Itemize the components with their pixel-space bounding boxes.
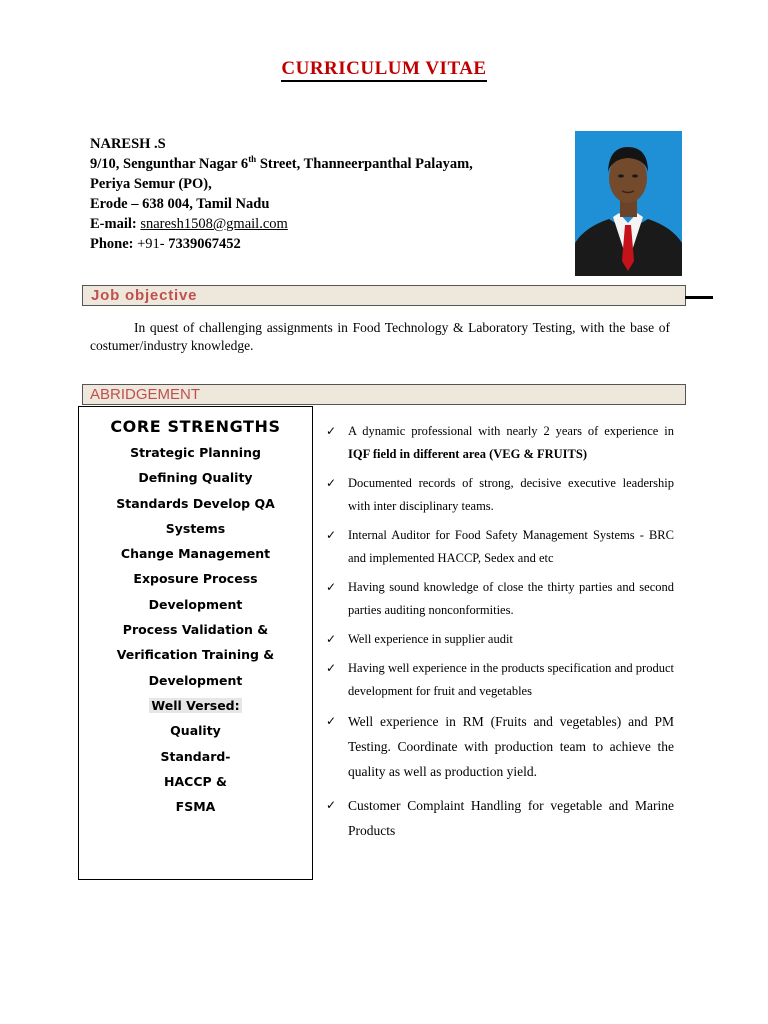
phone-number: 7339067452 <box>168 236 241 252</box>
objective-text: In quest of challenging assignments in Food Technology & Laboratory Testing, with the base of costumer/industry knowledge. <box>90 320 670 353</box>
document-title-text: CURRICULUM VITAE <box>281 58 486 82</box>
bullet-text <box>348 420 674 466</box>
phone-prefix: +91- <box>137 236 165 252</box>
core-strength-item-highlight <box>79 693 312 718</box>
core-strength-item: Change Management <box>120 546 271 562</box>
bullet-text: Documented records of strong, decisive executive leadership with inter disciplinary teams. <box>348 476 674 513</box>
bullet-item <box>326 709 674 784</box>
checkmark-icon: ✓ <box>326 580 337 594</box>
core-strengths-list <box>79 440 312 819</box>
section-header-abridgement-label: ABRIDGEMENT <box>90 386 201 403</box>
checkmark-icon: ✓ <box>326 661 337 675</box>
objective-paragraph <box>90 319 670 355</box>
bullet-item <box>326 420 674 466</box>
bullet-text: Well experience in supplier audit <box>348 632 513 646</box>
address-line-1-pre: 9/10, Sengunthar Nagar 6 <box>90 156 249 172</box>
checkmark-icon: ✓ <box>326 476 337 490</box>
address-line-1 <box>90 154 560 174</box>
core-strength-item: Quality <box>170 723 221 739</box>
bullet-item <box>326 793 674 843</box>
profile-photo-image <box>575 131 682 276</box>
bullet-text: Having well experience in the products specification and product development for fruit and vegetables <box>348 661 674 698</box>
email-label: E-mail: <box>90 216 137 232</box>
core-strength-item: Defining Quality <box>138 470 253 486</box>
bullet-text: Internal Auditor for Food Safety Management Systems - BRC and implemented HACCP, Sedex and etc <box>348 528 674 565</box>
address-line-3: Erode – 638 004, Tamil Nadu <box>90 196 270 212</box>
well-versed-label: Well Versed: <box>151 697 240 713</box>
candidate-name: NARESH .S <box>90 136 166 152</box>
address-line-1-sup: th <box>248 154 257 165</box>
address-line-2: Periya Semur (PO), <box>90 176 212 192</box>
bullet-item <box>326 472 674 518</box>
address-line-1-post: Street, Thanneerpanthal Palayam, <box>256 156 473 172</box>
core-strength-item: Process Validation & <box>122 622 269 638</box>
checkmark-icon: ✓ <box>326 528 337 542</box>
experience-bullet-list <box>326 420 674 852</box>
bullet-text-bold: IQF field in different area (VEG & FRUITS) <box>348 447 587 461</box>
core-strength-item: Development <box>148 672 243 688</box>
bullet-text: Well experience in RM (Fruits and vegetables) and PM Testing. Coordinate with production team to achieve the quality as well as production yield. <box>348 714 674 779</box>
core-strength-item: Verification Training & <box>116 647 275 663</box>
bullet-item <box>326 524 674 570</box>
checkmark-icon: ✓ <box>326 714 337 728</box>
checkmark-icon: ✓ <box>326 424 337 438</box>
profile-photo <box>575 131 682 276</box>
core-strengths-title: CORE STRENGTHS <box>110 417 281 436</box>
phone-line <box>90 234 560 254</box>
section-divider <box>685 296 713 299</box>
email-link[interactable]: snaresh1508@gmail.com <box>140 216 288 232</box>
phone-label: Phone: <box>90 236 134 252</box>
checkmark-icon: ✓ <box>326 632 337 646</box>
core-strengths-box <box>78 406 313 880</box>
checkmark-icon: ✓ <box>326 798 337 812</box>
document-title <box>0 58 768 80</box>
bullet-text: Having sound knowledge of close the thirty parties and second parties auditing nonconformities. <box>348 580 674 617</box>
email-line <box>90 214 560 234</box>
bullet-item <box>326 657 674 703</box>
section-header-job-objective-label: Job objective <box>91 287 198 304</box>
section-header-job-objective <box>82 285 686 306</box>
bullet-text: Customer Complaint Handling for vegetable and Marine Products <box>348 798 674 838</box>
core-strength-item: HACCP & <box>164 773 227 789</box>
core-strength-item: Exposure Process <box>133 571 258 587</box>
bullet-text-plain: A dynamic professional with nearly 2 years of experience in <box>348 424 674 438</box>
core-strength-item: Systems <box>165 520 226 536</box>
contact-block <box>90 134 560 254</box>
core-strength-item: Development <box>148 596 243 612</box>
core-strength-item: Standards Develop QA <box>116 495 275 511</box>
bullet-item <box>326 576 674 622</box>
section-header-abridgement <box>82 384 686 405</box>
core-strength-item: Strategic Planning <box>130 445 261 460</box>
core-strength-item: Standard- <box>160 748 231 764</box>
bullet-item <box>326 628 674 651</box>
core-strength-item: FSMA <box>175 799 216 815</box>
